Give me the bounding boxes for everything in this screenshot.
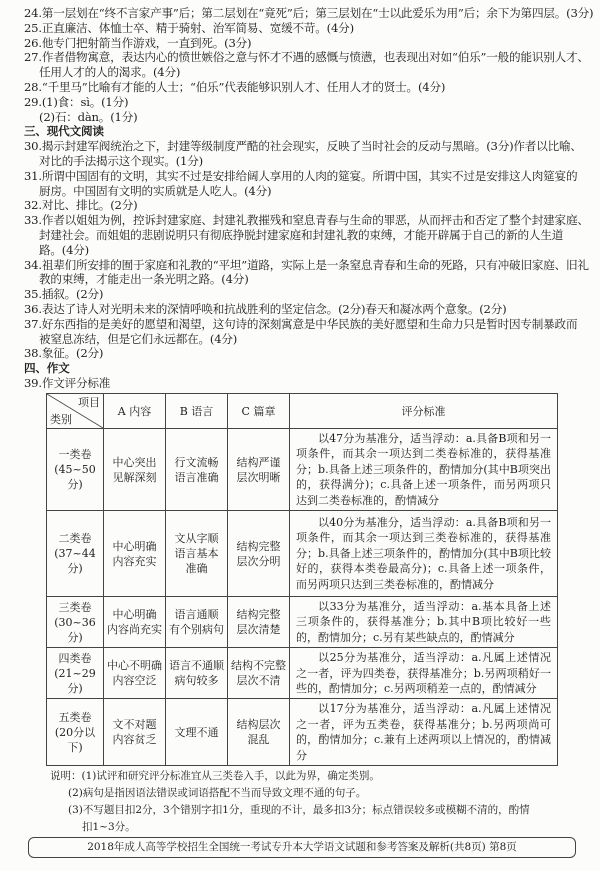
category-name: 三类卷 (58, 600, 92, 614)
header-c: C 篇章 (228, 394, 290, 429)
answer-item: 25.正直廉洁、体恤士卒、精于骑射、治军简易、宽缓不苛。(4分) (24, 20, 354, 35)
cell-line: 见解深刻 (112, 470, 157, 484)
table-row (47, 597, 558, 648)
note-2: (2)病句是指因语法错误或词语搭配不当而导致文理不通的句子。 (68, 787, 367, 799)
column-a-cell (104, 699, 166, 766)
column-b-cell (166, 511, 228, 597)
category-range: (20分以下) (54, 725, 96, 754)
column-a-cell (104, 429, 166, 511)
cell-line: 内容空泛 (112, 674, 157, 688)
cell-line: 语言通顺 (174, 608, 219, 622)
category-name: 四类卷 (58, 651, 92, 665)
cell-line: 混乱 (247, 733, 270, 747)
cell-line: 中心明确 (112, 608, 157, 622)
column-b-cell (166, 597, 228, 648)
cell-line: 文不对题 (112, 718, 157, 732)
cell-line: 准确 (185, 562, 208, 576)
answer-continuation: 对比的手法揭示这个现实。(1分) (39, 153, 203, 168)
criteria-cell: 以17分为基准分，适当浮动：a.凡属上述情况之一者，评为五类卷，获得基准分；b.另两项尚可的，酌情加分；c.兼有上述两项以上情况的，酌情减分 (290, 699, 558, 766)
category-cell (47, 511, 104, 597)
answer-continuation: 任用人才的人的渴求。(4分) (39, 65, 181, 80)
notes-label: 说明： (50, 770, 82, 782)
corner-header (47, 394, 104, 429)
header-criteria: 评分标准 (290, 394, 558, 429)
answer-item: 29.(1)食：sì。(1分) (24, 94, 129, 109)
essay-scoring-table (46, 393, 558, 766)
cell-line: 层次明晰 (236, 470, 281, 484)
column-c-cell (228, 699, 290, 766)
cell-line: 语言基本 (174, 547, 219, 561)
column-c-cell (228, 511, 290, 597)
note-1 (50, 768, 530, 785)
column-c-cell (228, 648, 290, 699)
page-footer: 2018年成人高等学校招生全国统一考试专升本大学语文试题和参考答案及解析(共8页) 第8页 (28, 837, 576, 858)
category-range: (30~36分) (54, 615, 96, 644)
column-a-cell (104, 597, 166, 648)
column-b-cell (166, 699, 228, 766)
header-a: A 内容 (104, 394, 166, 429)
corner-top-label: 项目 (78, 396, 100, 409)
answer-item: 37.好东西指的是美好的愿望和渴望，这句诗的深刻寓意是中华民族的美好愿望和生命力只是暂时因专制暴政而 (24, 316, 578, 331)
column-a-cell (104, 511, 166, 597)
criteria-cell: 以47分为基准分，适当浮动：a.具备B项和另一项条件，而其余一项达到二类卷标准的，获得基准分；b.具备上述三项条件的，酌情加分(其中B项突出的，获得满分)；c.具备上述一项条件，而另两项只达到二类卷标准的，酌情减分 (290, 429, 558, 511)
cell-line: 内容充实 (112, 554, 157, 568)
category-name: 五类卷 (58, 710, 92, 724)
column-a-cell (104, 648, 166, 699)
cell-line: 结构不完整 (231, 659, 286, 673)
note-text: (1)试评和研究评分标准宜从三类卷入手，以此为界，确定类别。 (81, 770, 380, 782)
cell-line: 病句较多 (174, 674, 219, 688)
cell-line: 有个别病句 (169, 623, 224, 637)
section-heading: 四、作文 (24, 361, 70, 376)
cell-line: 层次不清 (236, 674, 281, 688)
answer-item: 31.所谓中国固有的文明，其实不过是安排给阔人享用的人肉的筵宴。所谓中国，其实不过是安排这人肉筵宴的 (24, 168, 578, 183)
answer-item: 30.揭示封建军阀统治之下，封建等级制度严酷的社会现实，反映了当时社会的反动与黑暗。(3分)作者以比喻、 (24, 139, 582, 154)
answer-item: 34.祖辈们所安排的囿于家庭和礼教的“平坦”道路，实际上是一条窒息青春和生命的死路，只有冲破旧家庭、旧礼 (24, 257, 589, 272)
answer-continuation: (2)石：dàn。(1分) (39, 109, 138, 124)
category-cell (47, 597, 104, 648)
cell-line: 语言不通顺 (169, 659, 224, 673)
criteria-cell: 以40分为基准分，适当浮动：a.具备B项和另一项条件，而其余一项达到三类卷标准的，获得基准分；b.具备上述三项条件的，酌情加分(其中B项比较好的，获得本类卷最高分)；c.具备上述一项条件，而另两项只达到三类卷标准的，酌情减分 (290, 511, 558, 597)
cell-line: 内容尚充实 (107, 623, 162, 637)
answer-item: 24.第一层划在“终不言家产事”后；第二层划在“竟死”后；第三层划在“士以此爱乐为用”后；余下为第四层。(3分) (24, 6, 594, 20)
answer-item: 39.作文评分标准 (24, 375, 111, 390)
cell-line: 结构严谨 (236, 455, 281, 469)
cell-line: 结构完整 (236, 608, 281, 622)
table-row (47, 699, 558, 766)
category-name: 一类卷 (58, 448, 92, 462)
category-cell (47, 699, 104, 766)
cell-line: 文理不通 (174, 725, 219, 739)
table-row (47, 511, 558, 597)
cell-line: 中心不明确 (107, 659, 162, 673)
answer-item: 36.表达了诗人对光明未来的深情呼唤和抗战胜利的坚定信念。(2分)春天和凝冰两个意象。(2分) (24, 301, 507, 316)
answer-item: 28.“千里马”比喻有才能的人士；“伯乐”代表能够识别人才、任用人才的贤士。(4分) (24, 79, 446, 94)
cell-line: 结构完整 (236, 539, 281, 553)
cell-line: 中心明确 (112, 539, 157, 553)
header-b: B 语言 (166, 394, 228, 429)
answer-continuation: 路。(4分) (39, 242, 90, 257)
answer-continuation: 教的束缚，才能走出一条光明之路。(4分) (39, 272, 249, 287)
cell-line: 语言准确 (174, 470, 219, 484)
category-range: (45~50分) (54, 463, 96, 492)
answer-item: 27.作者借物寓意，表达内心的愤世嫉俗之意与怀才不遇的感慨与愤懑，也表现出对如“伯乐”一般的能识别人才、 (24, 50, 589, 65)
note-3: (3)不写题目扣2分，3个错别字扣1分，重现的不计，最多扣3分；标点错误较多或模糊不清的，酌情 (68, 804, 530, 816)
category-cell (47, 648, 104, 699)
table-row (47, 648, 558, 699)
answer-item: 26.他专门把射箭当作游戏，一直到死。(3分) (24, 35, 252, 50)
answer-item: 38.象征。(2分) (24, 346, 104, 361)
answer-continuation: 厨房。中国固有文明的实质就是人吃人。(4分) (39, 183, 272, 198)
criteria-cell: 以33分为基准分，适当浮动：a.基本具备上述三项条件的，获得基准分；b.其中B项比较好一些的，酌情加分；c.另有某些缺点的，酌情减分 (290, 597, 558, 648)
cell-line: 层次清楚 (236, 623, 281, 637)
answer-continuation: 封建社会。而姐姐的悲剧说明只有彻底挣脱封建家庭和封建礼教的束缚，才能开辟属于自己的新的人生道 (39, 227, 564, 242)
answer-item: 35.插叙。(2分) (24, 287, 104, 302)
notes (50, 768, 530, 836)
cell-line: 行文流畅 (174, 455, 219, 469)
answer-item: 33.作者以姐姐为例，控诉封建家庭、封建礼教摧残和窒息青春与生命的罪恶，从而抨击和否定了整个封建家庭、 (24, 213, 589, 228)
cell-line: 结构层次 (236, 718, 281, 732)
category-range: (21~29分) (54, 666, 96, 695)
corner-bottom-label: 类别 (50, 413, 72, 426)
cell-line: 中心突出 (112, 455, 157, 469)
answer-item: 32.对比、排比。(2分) (24, 198, 138, 213)
cell-line: 内容贫乏 (112, 733, 157, 747)
category-range: (37~44分) (54, 547, 96, 576)
answer-list (24, 6, 594, 391)
note-3-continuation: 扣1~3分。 (82, 821, 136, 833)
answer-continuation: 被窒息冻结，但是它们永远都在。(4分) (39, 331, 238, 346)
cell-line: 文从字顺 (174, 532, 219, 546)
table-header-row (47, 394, 558, 429)
column-b-cell (166, 648, 228, 699)
section-heading: 三、现代文阅读 (24, 124, 104, 139)
category-cell (47, 429, 104, 511)
category-name: 二类卷 (58, 532, 92, 546)
column-c-cell (228, 429, 290, 511)
table-row (47, 429, 558, 511)
column-c-cell (228, 597, 290, 648)
column-b-cell (166, 429, 228, 511)
cell-line: 层次分明 (236, 554, 281, 568)
criteria-cell: 以25分为基准分，适当浮动：a.凡属上述情况之一者，评为四类卷，获得基准分；b.另两项稍好一些的，酌情加分；c.另两项稍差一点的，酌情减分 (290, 648, 558, 699)
